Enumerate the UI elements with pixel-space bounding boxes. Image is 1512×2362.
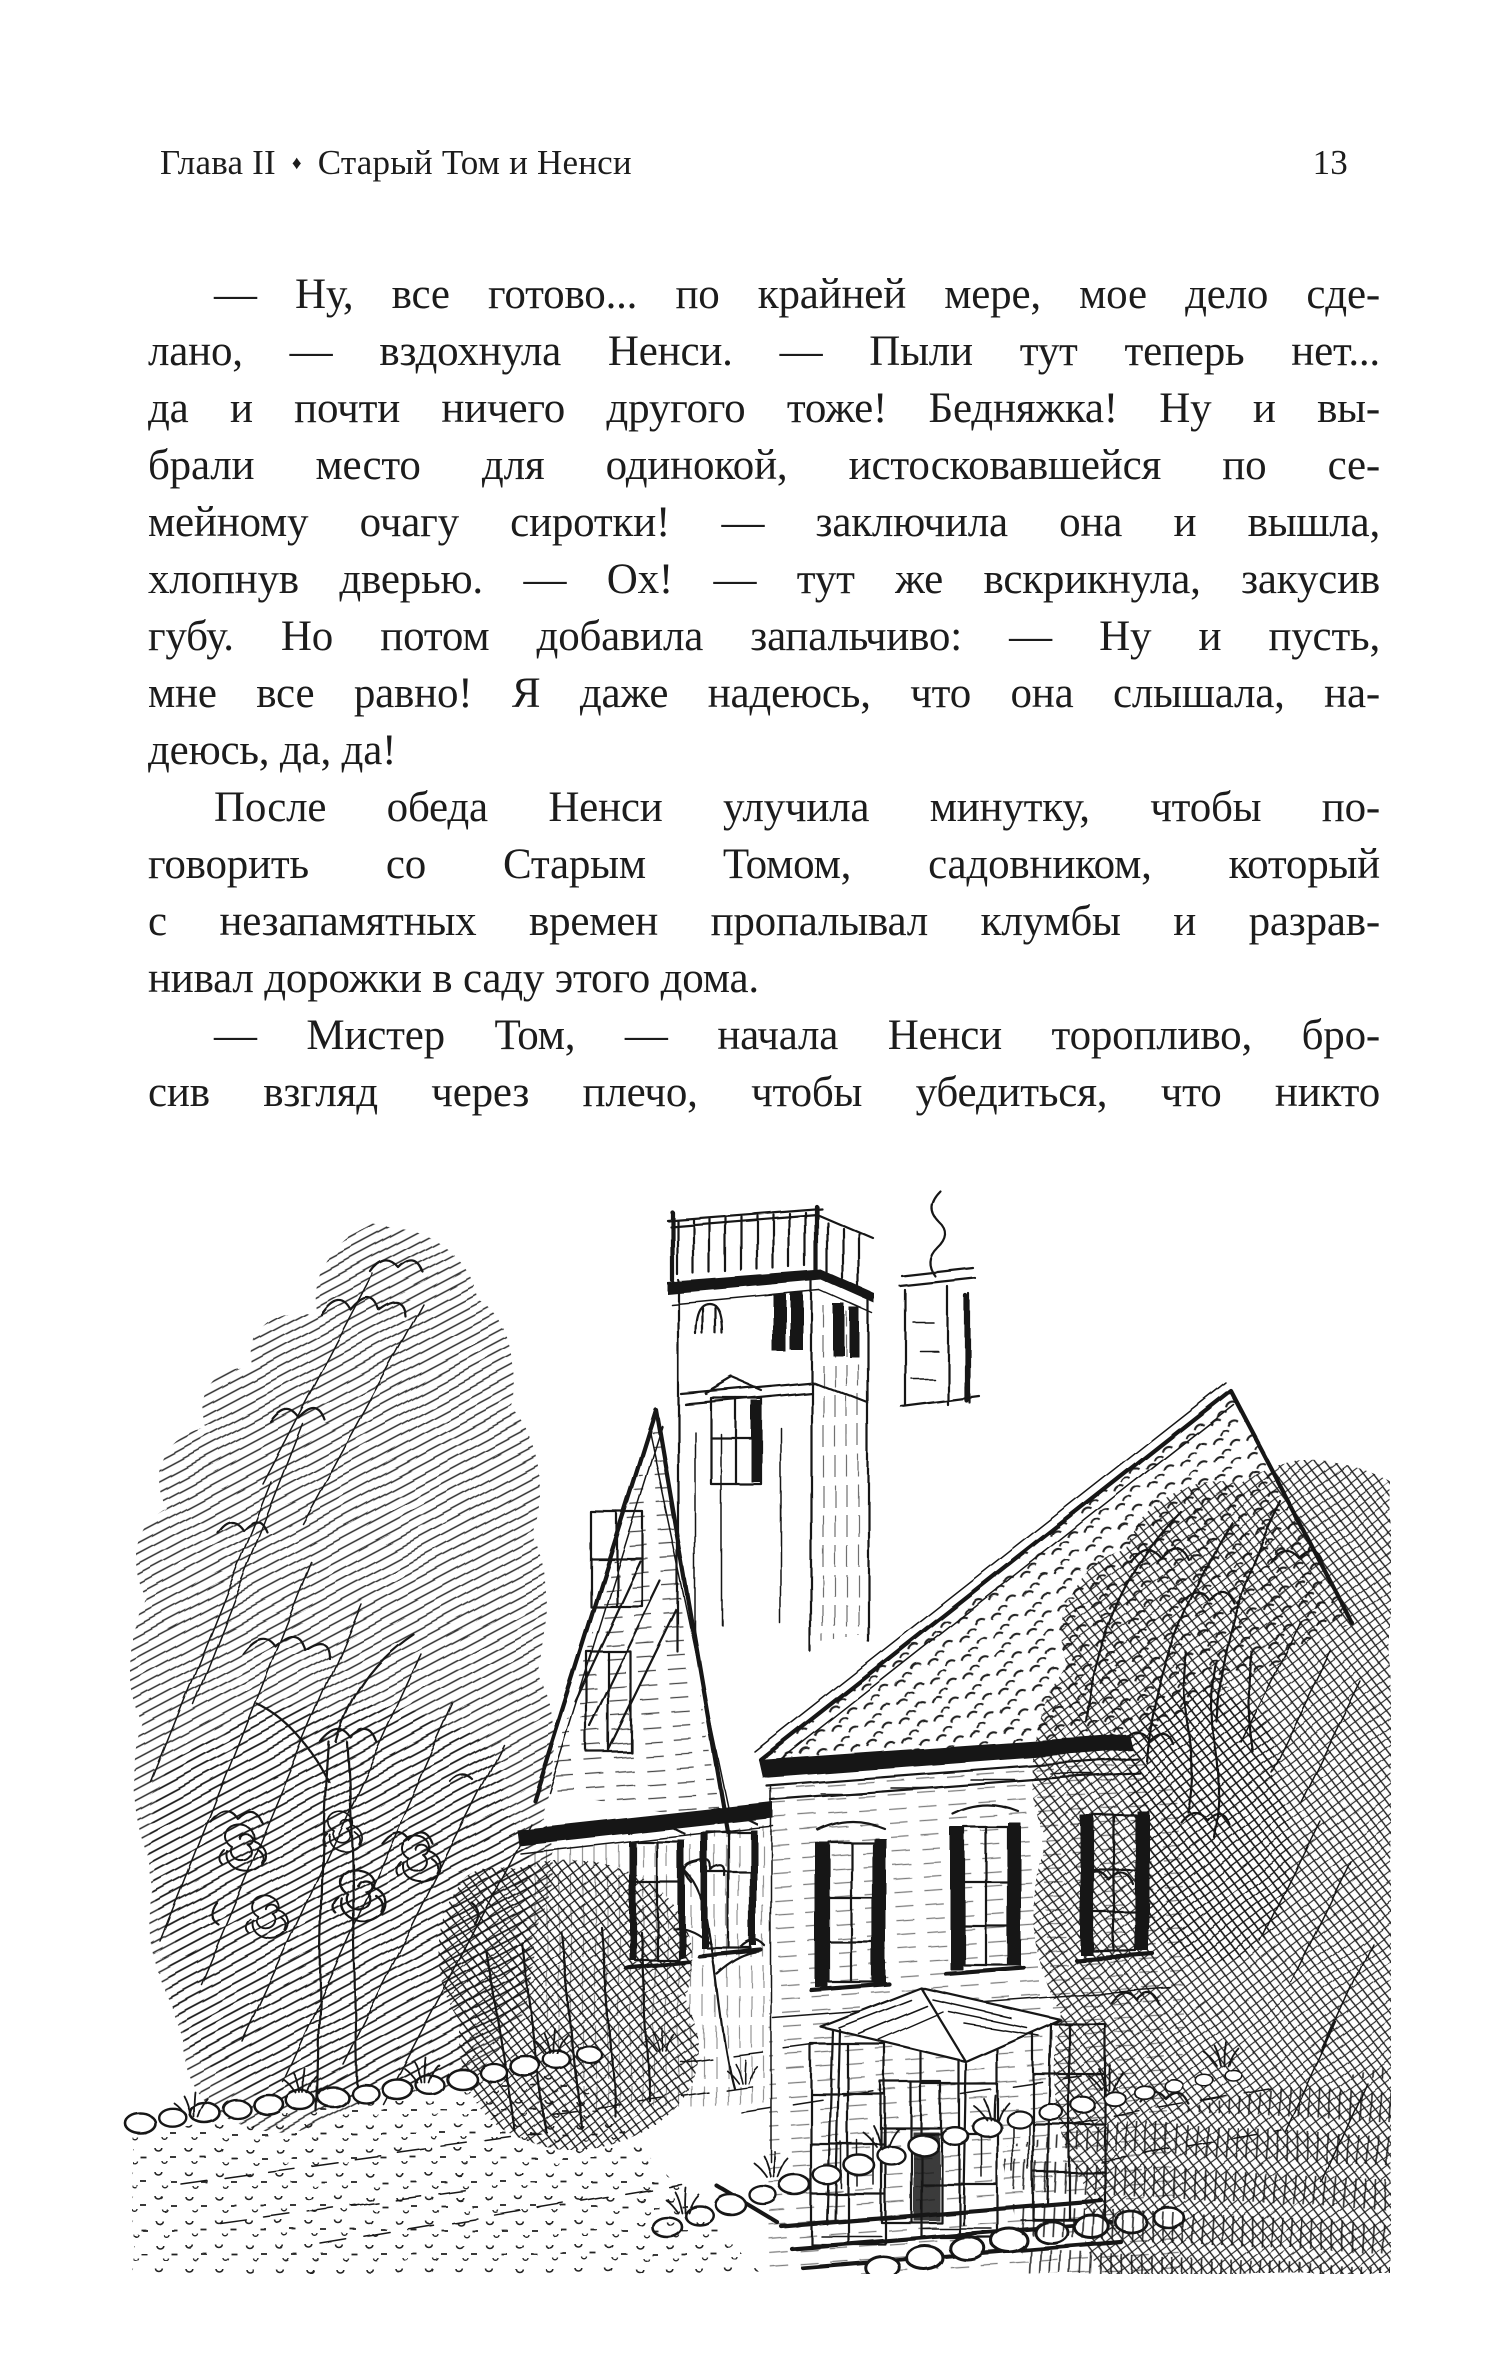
body-text [148, 266, 1380, 1121]
text-line: — Ну, все готово... по крайней мере, мое дело сде- [214, 271, 1380, 318]
chimney [900, 1268, 979, 1406]
house-illustration [121, 1182, 1391, 2274]
text-line: хлопнув дверью. — Ох! — тут же вскрикнула, закусив [148, 556, 1380, 603]
chapter-title: Старый Том и Ненси [317, 143, 632, 182]
chimney-smoke [930, 1192, 945, 1276]
running-head [160, 143, 1348, 191]
page-number: 13 [1312, 143, 1348, 182]
text-line: лано, — вздохнула Ненси. — Пыли тут теперь нет... [148, 328, 1380, 375]
chapter-heading [160, 143, 632, 183]
text-line: мейному очагу сиротки! — заключила она и вышла, [148, 499, 1380, 546]
text-line: — Мистер Том, — начала Ненси торопливо, бро- [214, 1012, 1380, 1059]
text-line: сив взгляд через плечо, чтобы убедиться, что никто [148, 1069, 1380, 1116]
text-line: После обеда Ненси улучила минутку, чтобы по- [214, 784, 1380, 831]
text-line: нивал дорожки в саду этого дома. [148, 955, 759, 1002]
text-line: мне все равно! Я даже надеюсь, что она слышала, на- [148, 670, 1380, 717]
text-line: говорить со Старым Томом, садовником, который [148, 841, 1380, 888]
left-gable [534, 1410, 731, 1832]
text-line: губу. Но потом добавила запальчиво: — Ну и пусть, [148, 613, 1380, 660]
diamond-separator-icon: ♦ [291, 153, 302, 174]
chapter-number: Глава II [160, 143, 276, 182]
tower [667, 1206, 875, 1652]
text-line: деюсь, да, да! [148, 727, 397, 774]
text-line: да и почти ничего другого тоже! Бедняжка! Ну и вы- [148, 385, 1380, 432]
text-line: брали место для одинокой, истосковавшейся по се- [148, 442, 1380, 489]
text-line: с незапамятных времен пропалывал клумбы и разрав- [148, 898, 1380, 945]
